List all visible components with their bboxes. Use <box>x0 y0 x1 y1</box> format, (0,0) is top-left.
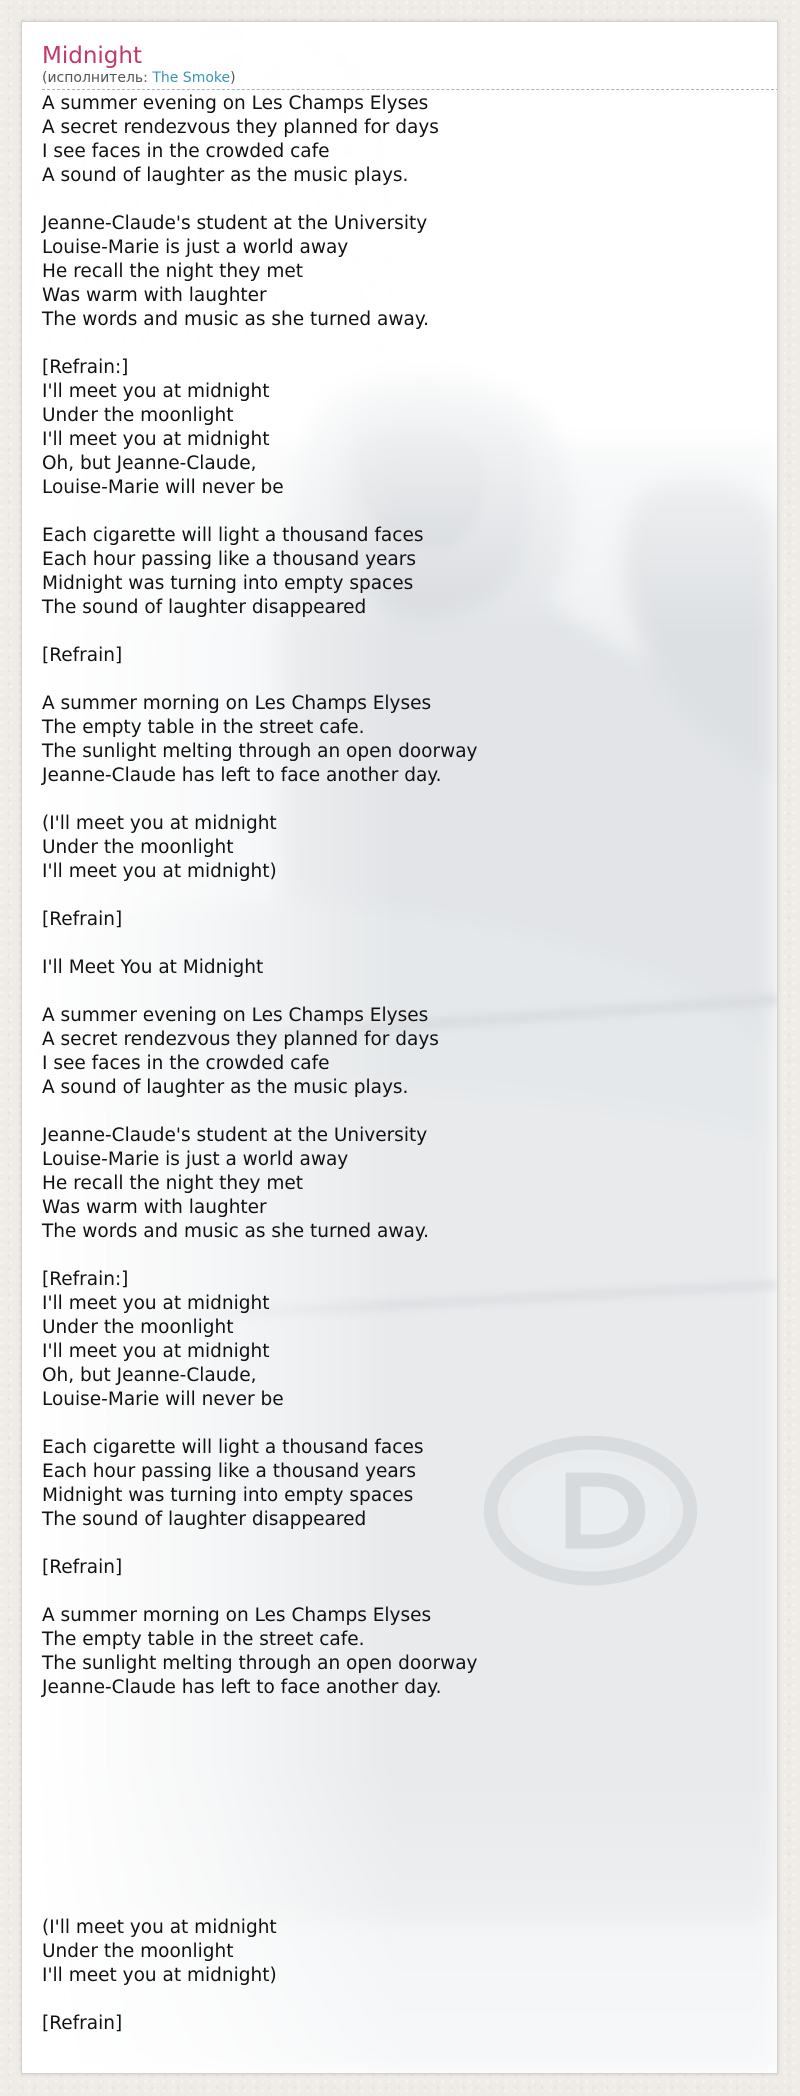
lyrics-line: (I'll meet you at midnight <box>42 813 277 834</box>
lyrics-line: A summer evening on Les Champs Elyses <box>42 93 429 114</box>
lyrics-line: I'll Meet You at Midnight <box>42 957 264 978</box>
lyrics-line: Louise-Marie will never be <box>42 1389 284 1410</box>
lyrics-line: I'll meet you at midnight <box>42 1341 270 1362</box>
artist-prefix: (исполнитель: <box>42 70 153 86</box>
lyrics-card <box>21 21 778 2074</box>
lyrics-content <box>22 22 777 2036</box>
lyrics-line: He recall the night they met <box>42 1173 303 1194</box>
artist-suffix: ) <box>230 70 236 86</box>
lyrics-blank-line <box>42 1988 757 2012</box>
lyrics-blank-line <box>42 980 757 1004</box>
lyrics-line: I'll meet you at midnight <box>42 381 270 402</box>
lyrics-line: I'll meet you at midnight) <box>42 861 277 882</box>
lyrics-line: The sunlight melting through an open doorway <box>42 1653 478 1674</box>
lyrics-blank-line <box>42 620 757 644</box>
lyrics-line: Each cigarette will light a thousand faces <box>42 525 424 546</box>
lyrics-line: (I'll meet you at midnight <box>42 1917 277 1938</box>
lyrics-line: Jeanne-Claude has left to face another day. <box>42 765 442 786</box>
lyrics-line: Jeanne-Claude's student at the University <box>42 213 428 234</box>
lyrics-line: Oh, but Jeanne-Claude, <box>42 1365 257 1386</box>
lyrics-text <box>42 92 757 2036</box>
lyrics-line: I'll meet you at midnight) <box>42 1965 277 1986</box>
lyrics-line: I see faces in the crowded cafe <box>42 141 330 162</box>
lyrics-blank-line <box>42 188 757 212</box>
lyrics-line: A summer morning on Les Champs Elyses <box>42 693 432 714</box>
lyrics-line: Under the moonlight <box>42 405 234 426</box>
lyrics-blank-line <box>42 332 757 356</box>
lyrics-spacer <box>42 1700 757 1916</box>
lyrics-line: A sound of laughter as the music plays. <box>42 1077 409 1098</box>
lyrics-blank-line <box>42 1100 757 1124</box>
lyrics-blank-line <box>42 1244 757 1268</box>
artist-link[interactable]: The Smoke <box>152 70 231 86</box>
lyrics-line: Jeanne-Claude's student at the University <box>42 1125 428 1146</box>
lyrics-line: [Refrain] <box>42 2013 123 2034</box>
lyrics-line: The sunlight melting through an open doorway <box>42 741 478 762</box>
lyrics-line: A secret rendezvous they planned for days <box>42 117 439 138</box>
lyrics-line: Midnight was turning into empty spaces <box>42 573 414 594</box>
lyrics-line: I'll meet you at midnight <box>42 429 270 450</box>
lyrics-blank-line <box>42 788 757 812</box>
lyrics-blank-line <box>42 1532 757 1556</box>
lyrics-line: Each hour passing like a thousand years <box>42 1461 416 1482</box>
lyrics-line: He recall the night they met <box>42 261 303 282</box>
lyrics-line: The words and music as she turned away. <box>42 1221 430 1242</box>
lyrics-line: Midnight was turning into empty spaces <box>42 1485 414 1506</box>
lyrics-line: Under the moonlight <box>42 1317 234 1338</box>
lyrics-line: I see faces in the crowded cafe <box>42 1053 330 1074</box>
lyrics-line: The words and music as she turned away. <box>42 309 430 330</box>
lyrics-blank-line <box>42 500 757 524</box>
lyrics-line: A summer evening on Les Champs Elyses <box>42 1005 429 1026</box>
lyrics-blank-line <box>42 884 757 908</box>
lyrics-blank-line <box>42 932 757 956</box>
lyrics-line: A summer morning on Les Champs Elyses <box>42 1605 432 1626</box>
lyrics-line: Oh, but Jeanne-Claude, <box>42 453 257 474</box>
lyrics-line: A sound of laughter as the music plays. <box>42 165 409 186</box>
lyrics-line: [Refrain:] <box>42 357 129 378</box>
lyrics-line: Under the moonlight <box>42 1941 234 1962</box>
lyrics-line: A secret rendezvous they planned for days <box>42 1029 439 1050</box>
lyrics-line: The empty table in the street cafe. <box>42 717 365 738</box>
lyrics-line: Each cigarette will light a thousand faces <box>42 1437 424 1458</box>
lyrics-blank-line <box>42 668 757 692</box>
lyrics-line: Each hour passing like a thousand years <box>42 549 416 570</box>
lyrics-line: I'll meet you at midnight <box>42 1293 270 1314</box>
song-title: Midnight <box>42 43 142 69</box>
lyrics-line: [Refrain] <box>42 909 123 930</box>
lyrics-line: Under the moonlight <box>42 837 234 858</box>
lyrics-line: [Refrain] <box>42 645 123 666</box>
lyrics-line: [Refrain:] <box>42 1269 129 1290</box>
lyrics-line: The sound of laughter disappeared <box>42 1509 367 1530</box>
lyrics-line: Was warm with laughter <box>42 1197 267 1218</box>
lyrics-line: The empty table in the street cafe. <box>42 1629 365 1650</box>
lyrics-blank-line <box>42 1580 757 1604</box>
lyrics-line: Louise-Marie will never be <box>42 477 284 498</box>
lyrics-line: Jeanne-Claude has left to face another day. <box>42 1677 442 1698</box>
lyrics-line: The sound of laughter disappeared <box>42 597 367 618</box>
lyrics-line: Louise-Marie is just a world away <box>42 1149 349 1170</box>
lyrics-line: Was warm with laughter <box>42 285 267 306</box>
lyrics-blank-line <box>42 1412 757 1436</box>
lyrics-line: Louise-Marie is just a world away <box>42 237 349 258</box>
artist-line <box>42 70 778 90</box>
lyrics-line: [Refrain] <box>42 1557 123 1578</box>
